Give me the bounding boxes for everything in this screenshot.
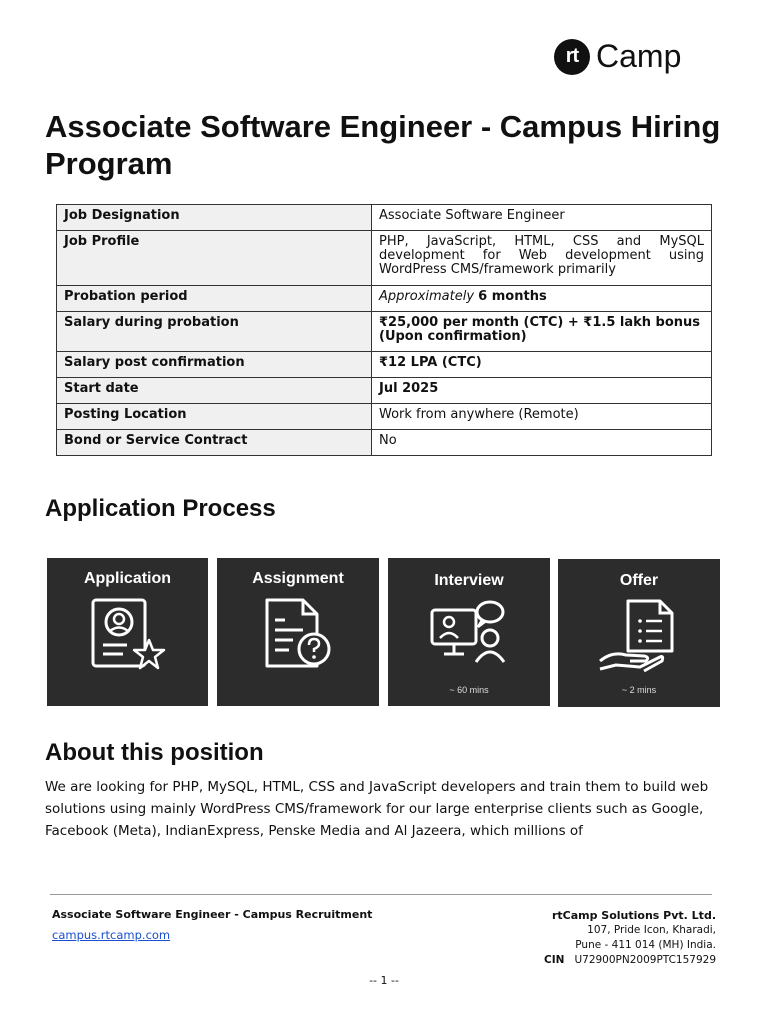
table-row: [57, 430, 712, 456]
address-line: 107, Pride Icon, Kharadi,: [587, 924, 716, 936]
row-label: Salary during probation: [57, 312, 372, 352]
offer-letter-hand-icon: [594, 599, 684, 673]
profile-star-icon: [83, 598, 173, 672]
footer-doc-title: Associate Software Engineer - Campus Recruitment: [52, 908, 373, 921]
rtcamp-logo: [554, 38, 681, 75]
row-label: Job Designation: [57, 205, 372, 231]
row-value: PHP, JavaScript, HTML, CSS and MySQL development for Web development using WordPress CMS/framework primarily: [372, 231, 712, 286]
table-row: [57, 312, 712, 352]
table-row: [57, 378, 712, 404]
application-process-heading: Application Process: [45, 495, 276, 522]
table-row: [57, 205, 712, 231]
row-label: Bond or Service Contract: [57, 430, 372, 456]
about-paragraph: We are looking for PHP, MySQL, HTML, CSS and JavaScript developers and train them to build web solutions using mainly WordPress CMS/framework for our large enterprise clients such as Google, Facebook (Meta), IndianExpress, Penske Media and Al Jazeera, which millions of: [45, 779, 709, 839]
table-row: [57, 286, 712, 312]
footer-company-info: [544, 908, 716, 968]
row-label: Job Profile: [57, 231, 372, 286]
step-card-assignment: [217, 558, 379, 706]
about-heading: About this position: [45, 739, 264, 766]
row-value: ₹12 LPA (CTC): [372, 352, 712, 378]
logo-text: Camp: [596, 38, 682, 74]
step-card-offer: [558, 559, 720, 707]
company-name: rtCamp Solutions Pvt. Ltd.: [551, 909, 716, 922]
row-value: Work from anywhere (Remote): [372, 404, 712, 430]
footer-divider: [50, 894, 712, 895]
video-interview-icon: [424, 600, 514, 670]
row-value: ₹25,000 per month (CTC) + ₹1.5 lakh bonus (Upon confirmation): [372, 312, 712, 352]
step-duration: ~ 60 mins: [449, 685, 489, 695]
step-title: Interview: [434, 572, 504, 589]
document-question-icon: [253, 598, 343, 672]
row-value: Associate Software Engineer: [372, 205, 712, 231]
step-duration: ~ 2 mins: [621, 685, 657, 695]
cin-label: CIN: [544, 954, 565, 966]
campus-link[interactable]: campus.rtcamp.com: [52, 928, 171, 942]
row-value: [372, 286, 712, 312]
table-row: [57, 404, 712, 430]
row-value: Jul 2025: [372, 378, 712, 404]
row-label: Probation period: [57, 286, 372, 312]
job-details-table: [56, 204, 712, 456]
step-title: Offer: [619, 572, 659, 589]
row-label: Start date: [57, 378, 372, 404]
table-row: [57, 231, 712, 286]
step-title: Application: [83, 570, 172, 587]
value-bold: 6 months: [478, 289, 547, 304]
cin-value: U72900PN2009PTC157929: [574, 954, 716, 966]
row-value: No: [372, 430, 712, 456]
page-number: -- 1 --: [369, 974, 399, 987]
row-label: Salary post confirmation: [57, 352, 372, 378]
value-prefix: Approximately: [379, 289, 475, 304]
cin-line: [544, 953, 716, 968]
step-card-interview: [388, 558, 550, 706]
step-title: Assignment: [252, 570, 344, 587]
page-title: Associate Software Engineer - Campus Hiring Program: [45, 109, 721, 181]
row-label: Posting Location: [57, 404, 372, 430]
table-row: [57, 352, 712, 378]
step-card-application: [47, 558, 208, 706]
logo-mark: rt: [554, 39, 590, 75]
address-line: Pune - 411 014 (MH) India.: [575, 939, 716, 951]
